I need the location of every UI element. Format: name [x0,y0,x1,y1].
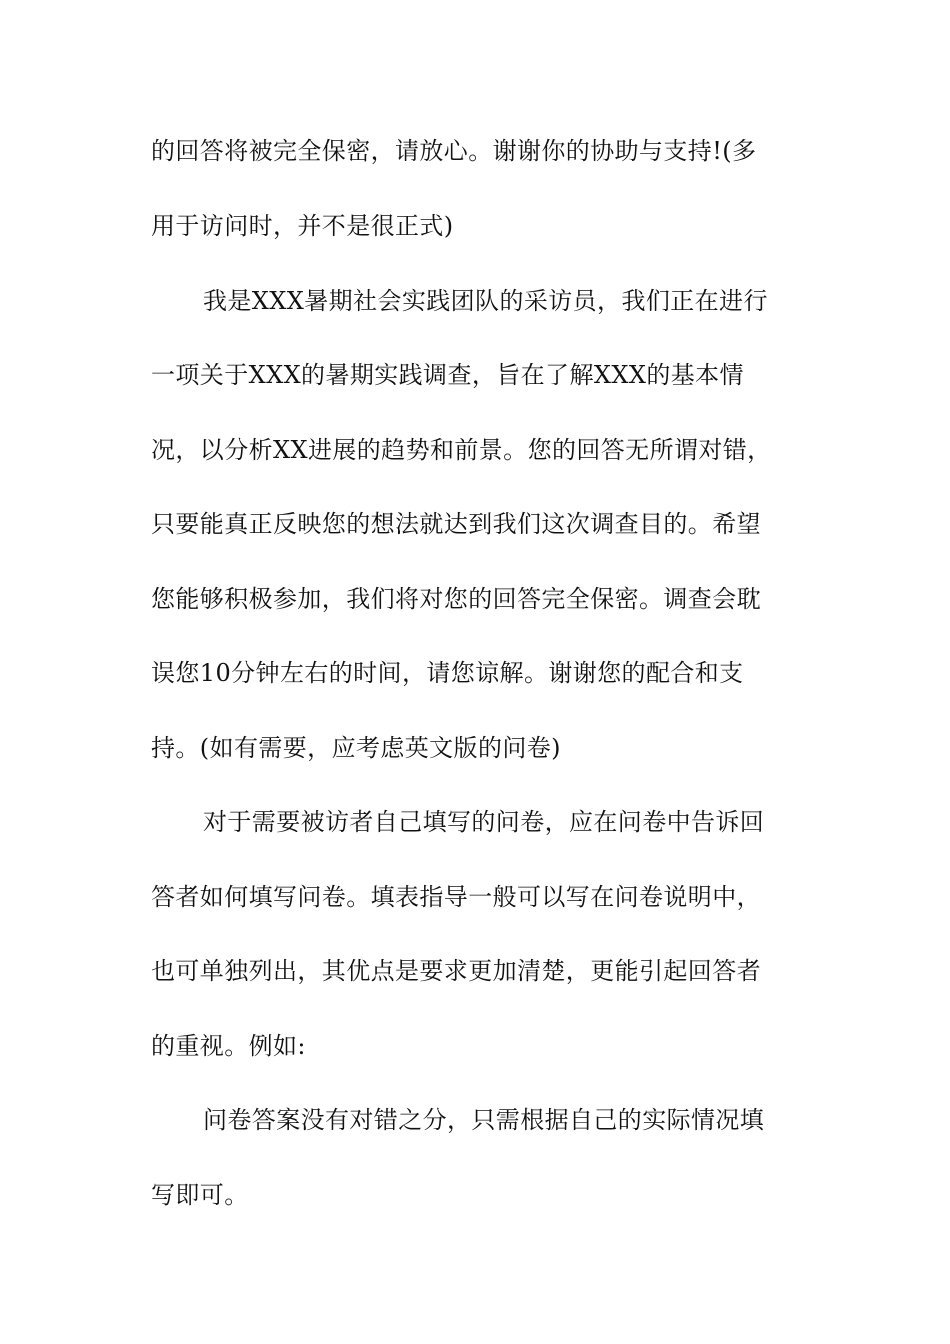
paragraph-2-line-2: 一项关于XXX的暑期实践调查，旨在了解XXX的基本情 [151,361,744,389]
paragraph-4-line-1: 问卷答案没有对错之分，只需根据自己的实际情况填 [203,1106,765,1134]
paragraph-2-line-5: 您能够积极参加，我们将对您的回答完全保密。调查会耽 [151,585,761,613]
paragraph-1-line-2: 用于访问时，并不是很正式) [151,212,454,240]
paragraph-3-line-4: 的重视。例如: [151,1032,306,1060]
paragraph-4-line-2: 写即可。 [151,1181,249,1209]
paragraph-1-line-1: 的回答将被完全保密，请放心。谢谢你的协助与支持!(多 [151,137,757,165]
paragraph-2-line-3: 况，以分析XX进展的趋势和前景。您的回答无所谓对错， [151,436,772,464]
paragraph-2-line-4: 只要能真正反映您的想法就达到我们这次调查目的。希望 [151,510,761,538]
paragraph-2-line-6: 误您10分钟左右的时间，请您谅解。谢谢您的配合和支 [151,659,744,687]
paragraph-3-line-1: 对于需要被访者自己填写的问卷，应在问卷中告诉回 [203,808,765,836]
paragraph-2-line-7: 持。(如有需要，应考虑英文版的问卷) [151,734,561,762]
paragraph-2-line-1: 我是XXX暑期社会实践团队的采访员，我们正在进行 [203,287,768,315]
paragraph-3-line-2: 答者如何填写问卷。填表指导一般可以写在问卷说明中， [151,883,761,911]
paragraph-3-line-3: 也可单独列出，其优点是要求更加清楚，更能引起回答者 [151,957,761,985]
